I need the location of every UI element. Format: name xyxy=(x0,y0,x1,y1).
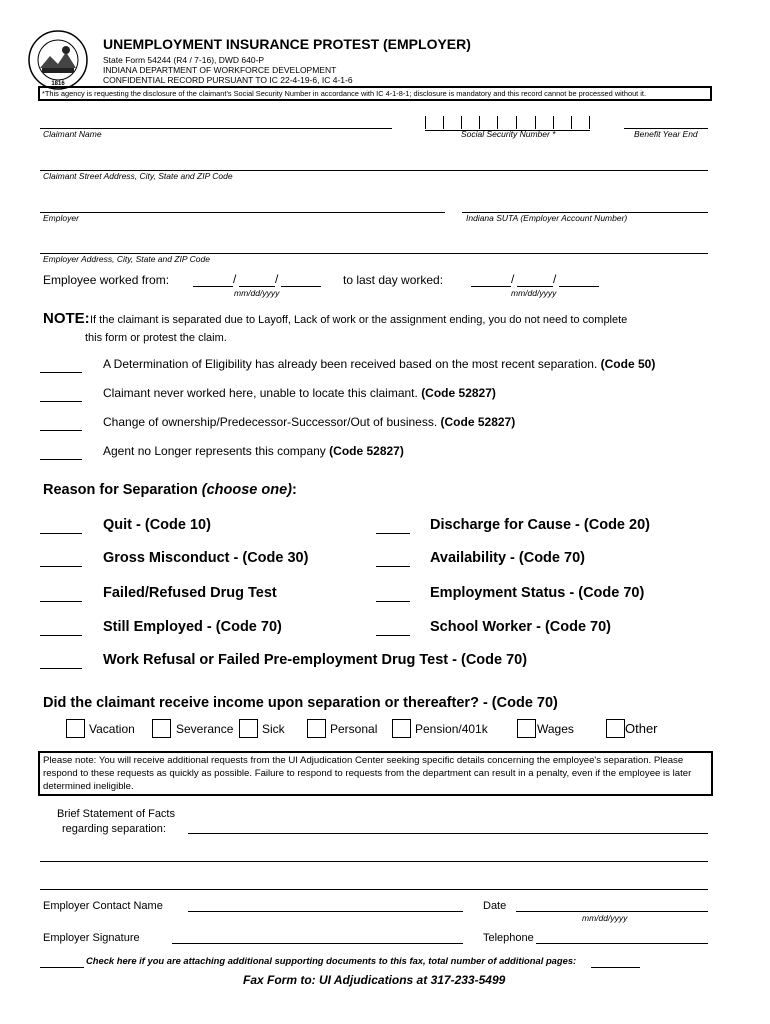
option-blank-never-worked[interactable] xyxy=(40,401,82,402)
form-number: State Form 54244 (R4 / 7-16), DWD 640-P xyxy=(103,55,265,65)
date-label: Date xyxy=(483,900,507,912)
personal-checkbox[interactable] xyxy=(307,719,326,738)
other-checkbox[interactable] xyxy=(606,719,625,738)
severance-label: Severance xyxy=(176,722,234,736)
note-label: NOTE: xyxy=(43,310,90,327)
statement-line-2[interactable] xyxy=(40,861,708,862)
option-ownership-text: Change of ownership/Predecessor-Successor/Out of business. xyxy=(103,415,438,429)
reason-still-employed: Still Employed - (Code 70) xyxy=(103,619,282,635)
signature-label: Employer Signature xyxy=(43,932,140,944)
reason-blank-still-employed[interactable] xyxy=(40,635,82,636)
pension-label: Pension/401k xyxy=(415,722,488,736)
statement-label-line2: regarding separation: xyxy=(62,823,166,835)
reason-blank-employment-status[interactable] xyxy=(376,601,410,602)
seal-year: 1816 xyxy=(51,81,65,87)
telephone-field[interactable] xyxy=(536,943,708,944)
reason-discharge: Discharge for Cause - (Code 20) xyxy=(430,517,650,533)
reason-blank-drug[interactable] xyxy=(40,601,82,602)
footer-date-format: mm/dd/yyyy xyxy=(582,913,628,923)
wages-label: Wages xyxy=(537,722,574,736)
option-never-worked-text: Claimant never worked here, unable to locate this claimant. xyxy=(103,386,418,400)
suta-label: Indiana SUTA (Employer Account Number) xyxy=(466,213,628,223)
telephone-label: Telephone xyxy=(483,932,534,944)
wages-checkbox[interactable] xyxy=(517,719,536,738)
signature-field[interactable] xyxy=(172,943,463,944)
form-title: UNEMPLOYMENT INSURANCE PROTEST (EMPLOYER) xyxy=(103,36,471,52)
additional-pages-field[interactable] xyxy=(591,967,640,968)
statement-line-3[interactable] xyxy=(40,889,708,890)
reason-blank-gross[interactable] xyxy=(40,566,82,567)
option-ownership xyxy=(103,415,515,429)
reason-work-refusal: Work Refusal or Failed Pre-employment Drug Test - (Code 70) xyxy=(103,652,528,668)
vacation-label: Vacation xyxy=(89,722,135,736)
reason-blank-discharge[interactable] xyxy=(376,533,410,534)
reason-blank-work-refusal[interactable] xyxy=(40,668,82,669)
reason-availability: Availability - (Code 70) xyxy=(430,550,585,566)
date-field[interactable] xyxy=(516,911,708,912)
reason-blank-availability[interactable] xyxy=(376,566,410,567)
state-seal xyxy=(28,30,88,90)
fax-instruction: Fax Form to: UI Adjudications at 317-233-5499 xyxy=(243,973,506,987)
reason-employment-status: Employment Status - (Code 70) xyxy=(430,585,645,601)
worked-from-date-format: mm/dd/yyyy xyxy=(234,288,280,298)
note-text-line2: this form or protest the claim. xyxy=(85,332,227,344)
option-determination xyxy=(103,357,655,371)
vacation-checkbox[interactable] xyxy=(66,719,85,738)
attach-checkbox-blank[interactable] xyxy=(40,967,84,968)
option-blank-agent[interactable] xyxy=(40,459,82,460)
other-label: Other xyxy=(625,721,658,736)
benefit-year-end-label: Benefit Year End xyxy=(634,129,698,139)
contact-name-label: Employer Contact Name xyxy=(43,900,163,912)
personal-label: Personal xyxy=(330,722,378,736)
severance-checkbox[interactable] xyxy=(152,719,171,738)
please-note-text: Please note: You will receive additional requests from the UI Adjudication Center seeking specific details concerning the employee's separation. Please respond to these requests as quickly as possible. Failure to respond to requests from the department can result in a penalty, even if the employee is later determined ineligible. xyxy=(43,755,692,792)
income-question: Did the claimant receive income upon separation or thereafter? - (Code 70) xyxy=(43,695,558,711)
claimant-name-label: Claimant Name xyxy=(43,129,102,139)
please-note-box xyxy=(38,751,713,796)
last-day-label: to last day worked: xyxy=(343,273,444,287)
contact-name-field[interactable] xyxy=(188,911,463,912)
last-day-date-format: mm/dd/yyyy xyxy=(511,288,557,298)
option-blank-ownership[interactable] xyxy=(40,430,82,431)
ssn-disclosure-text: *This agency is requesting the disclosure of the claimant's Social Security Number in accordance with IC 4-1-8-1; disclosure is mandatory and this record cannot be processed without it. xyxy=(42,89,647,98)
option-never-worked xyxy=(103,386,496,400)
department-name: INDIANA DEPARTMENT OF WORKFORCE DEVELOPMENT xyxy=(103,65,337,75)
statement-line-1[interactable] xyxy=(188,833,708,834)
confidential-notice: CONFIDENTIAL RECORD PURSUANT TO IC 22-4-19-6, IC 4-1-6 xyxy=(103,75,353,85)
last-day-date-field[interactable]: / / xyxy=(471,273,599,288)
employer-label: Employer xyxy=(43,213,79,223)
reason-school: School Worker - (Code 70) xyxy=(430,619,612,635)
option-ownership-code: (Code 52827) xyxy=(440,415,516,429)
option-determination-code: (Code 50) xyxy=(600,357,656,371)
option-never-worked-code: (Code 52827) xyxy=(421,386,496,400)
employer-field[interactable] xyxy=(40,212,445,213)
attach-text: Check here if you are attaching additional supporting documents to this fax, total number of additional pages: xyxy=(86,955,577,966)
reason-blank-school[interactable] xyxy=(376,635,410,636)
option-determination-text: A Determination of Eligibility has already been received based on the most recent separation. xyxy=(103,357,598,371)
reason-heading: Reason for Separation (choose one): xyxy=(43,482,297,498)
reason-quit: Quit - (Code 10) xyxy=(103,517,211,533)
option-agent-code: (Code 52827) xyxy=(329,444,404,458)
pension-checkbox[interactable] xyxy=(392,719,411,738)
option-blank-determination[interactable] xyxy=(40,372,82,373)
worked-from-date-field[interactable]: / / xyxy=(193,273,321,288)
reason-drug: Failed/Refused Drug Test xyxy=(103,585,277,601)
option-agent xyxy=(103,444,404,458)
reason-gross: Gross Misconduct - (Code 30) xyxy=(103,550,309,566)
ssn-disclosure-notice xyxy=(38,86,712,101)
option-agent-text: Agent no Longer represents this company xyxy=(103,444,326,458)
note-text-line1: If the claimant is separated due to Layoff, Lack of work or the assignment ending, you do not need to complete xyxy=(90,314,628,326)
statement-label-line1: Brief Statement of Facts xyxy=(57,808,175,820)
worked-from-label: Employee worked from: xyxy=(43,273,170,287)
claimant-address-label: Claimant Street Address, City, State and ZIP Code xyxy=(43,171,233,181)
reason-blank-quit[interactable] xyxy=(40,533,82,534)
sick-label: Sick xyxy=(262,722,285,736)
sick-checkbox[interactable] xyxy=(239,719,258,738)
employer-address-label: Employer Address, City, State and ZIP Code xyxy=(43,254,210,264)
ssn-label: Social Security Number * xyxy=(461,129,556,139)
